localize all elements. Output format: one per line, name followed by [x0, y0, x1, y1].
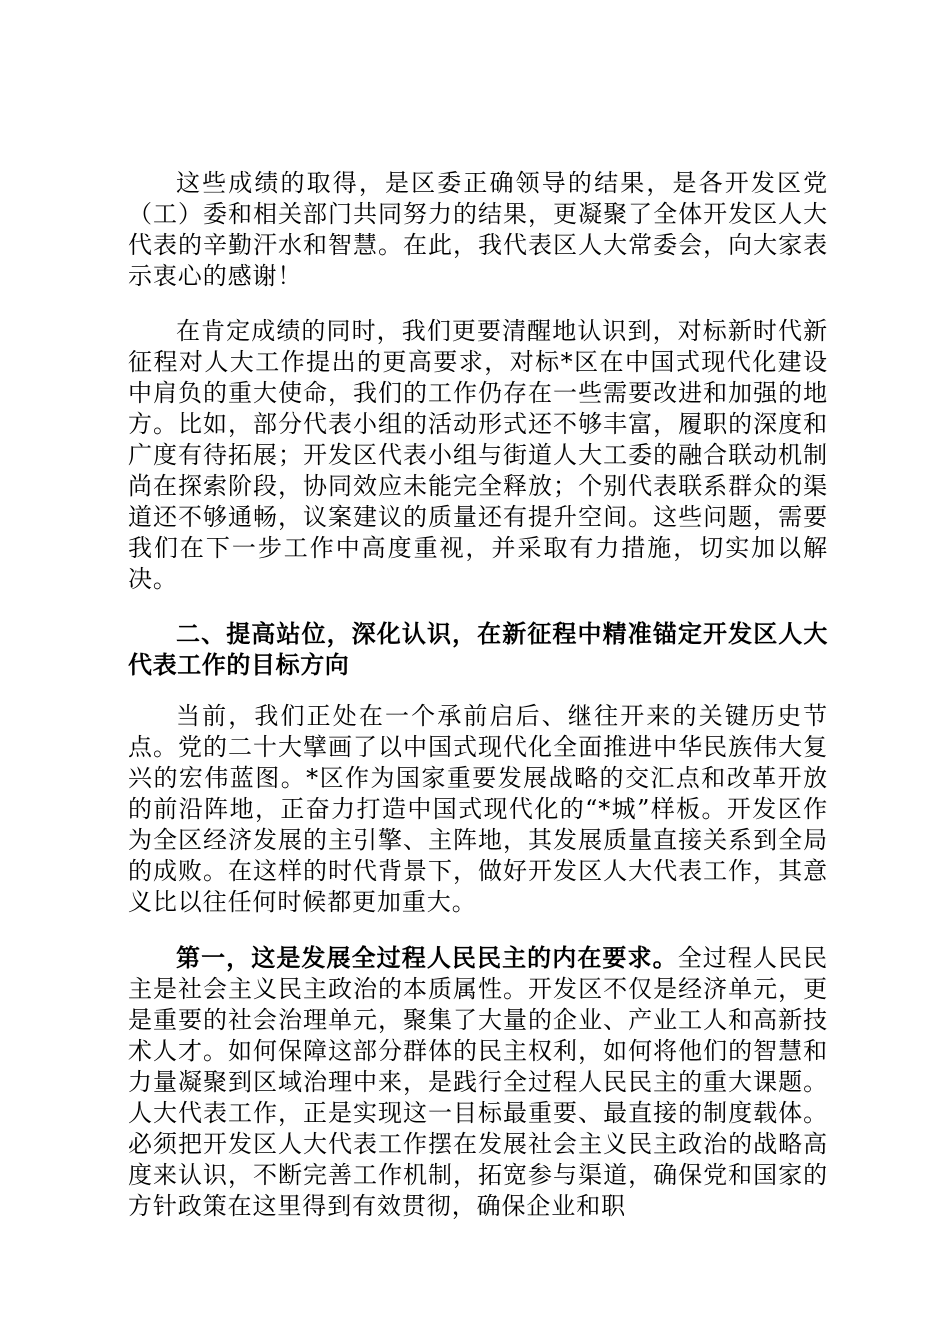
paragraph-first-point	[128, 942, 828, 1222]
section-heading-2: 二、提高站位，深化认识，在新征程中精准锚定开发区人大代表工作的目标方向	[128, 620, 828, 679]
first-point-lead: 第一，这是发展全过程人民民主的内在要求。	[176, 943, 678, 972]
first-point-body: 全过程人民民主是社会主义民主政治的本质属性。开发区不仅是经济单元，更是重要的社会治理单元，聚集了大量的企业、产业工人和高新技术人才。如何保障这部分群体的民主权利，如何将他们的智慧和力量凝聚到区域治理中来，是践行全过程人民民主的重大课题。人大代表工作，正是实现这一目标最重要、最直接的制度载体。必须把开发区人大代表工作摆在发展社会主义民主政治的战略高度来认识，不断完善工作机制，拓宽参与渠道，确保党和国家的方针政策在这里得到有效贯彻，确保企业和职	[128, 944, 829, 1220]
paragraph-background: 当前，我们正处在一个承前启后、继往开来的关键历史节点。党的二十大擘画了以中国式现代化全面推进中华民族伟大复兴的宏伟蓝图。*区作为国家重要发展战略的交汇点和改革开放的前沿阵地，正奋力打造中国式现代化的“*城”样板。开发区作为全区经济发展的主引擎、主阵地，其发展质量直接关系到全局的成败。在这样的时代背景下，做好开发区人大代表工作，其意义比以往任何时候都更加重大。	[128, 702, 828, 916]
document-body	[128, 168, 828, 1246]
paragraph-thanks: 这些成绩的取得，是区委正确领导的结果，是各开发区党（工）委和相关部门共同努力的结果，更凝聚了全体开发区人大代表的辛勤汗水和智慧。在此，我代表区人大常委会，向大家表示衷心的感谢！	[128, 169, 828, 290]
paragraph-shortcomings: 在肯定成绩的同时，我们更要清醒地认识到，对标新时代新征程对人大工作提出的更高要求，对标*区在中国式现代化建设中肩负的重大使命，我们的工作仍存在一些需要改进和加强的地方。比如，部分代表小组的活动形式还不够丰富，履职的深度和广度有待拓展；开发区代表小组与街道人大工委的融合联动机制尚在探索阶段，协同效应未能完全释放；个别代表联系群众的渠道还不够通畅，议案建议的质量还有提升空间。这些问题，需要我们在下一步工作中高度重视，并采取有力措施，切实加以解决。	[128, 317, 828, 593]
